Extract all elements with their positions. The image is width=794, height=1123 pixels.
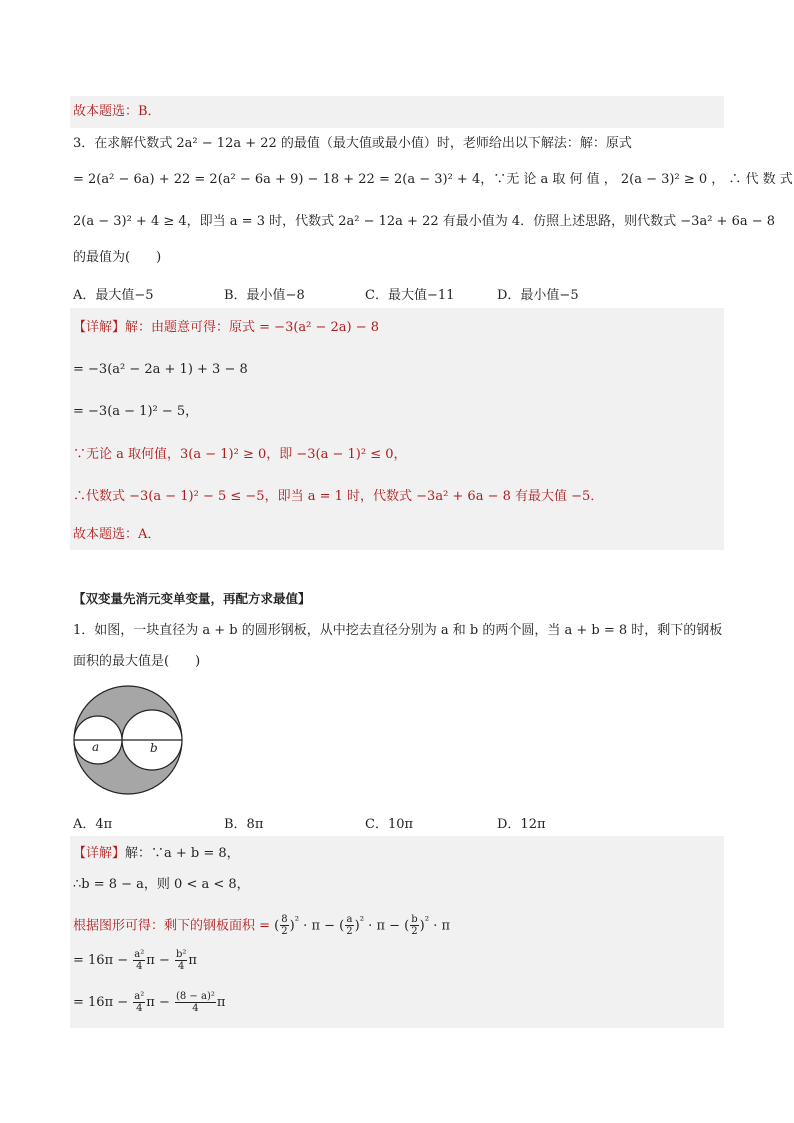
q3-option-b: B．最小值−8 bbox=[224, 288, 305, 303]
q1-line1: 1．如图，一块直径为 a + b 的圆形钢板，从中挖去直径分别为 a 和 b 的两个圆，当 a + b = 8 时，剩下的钢板 bbox=[73, 623, 723, 638]
solution1-line5: ∴代数式 −3(a − 1)² − 5 ≤ −5，即当 a = 1 时，代数式 −3a² + 6a − 8 有最大值 −5． bbox=[73, 489, 604, 504]
q3-option-d: D．最小值−5 bbox=[497, 288, 579, 303]
frac-a2-4: $\frac{\text{a²}}{4}$ bbox=[134, 949, 145, 972]
q3-line2: = 2(a² − 6a) + 22 = 2(a² − 6a + 9) − 18 + 22 = 2(a − 3)² + 4，∵无 论 a 取 何 值 ， 2(a − 3)² ≥ 0 ， ∴ 代 数 式 bbox=[73, 172, 793, 187]
solution2-tag: 【详解】 bbox=[73, 846, 126, 861]
q1-option-d: D．12π bbox=[497, 817, 546, 832]
solution2-line5: = 16π − $\frac{\text{a²}}{4}$ π − $\frac{\text{(8 − a)²}}{4}$ π bbox=[73, 991, 226, 1014]
frac-a2-4b: $\frac{\text{a²}}{4}$ bbox=[134, 991, 145, 1014]
solution2-line1 bbox=[73, 844, 240, 864]
q3-line3: 2(a − 3)² + 4 ≥ 4，即当 a = 3 时，代数式 2a² − 12a + 22 有最小值为 4．仿照上述思路，则代数式 −3a² + 6a − 8 bbox=[73, 214, 776, 229]
solution-block-1 bbox=[70, 308, 724, 550]
frac-8a-4: $\frac{\text{(8 − a)²}}{4}$ bbox=[175, 991, 215, 1014]
solution2-line1-text: 解：∵a + b = 8， bbox=[125, 846, 240, 861]
frac-b-2: $\frac{b}{2}$ bbox=[411, 914, 418, 938]
q3-line4: 的最值为( ) bbox=[73, 250, 162, 265]
q3-line1: 3．在求解代数式 2a² − 12a + 22 的最值（最大值或最小值）时，老师给出以下解法：解：原式 bbox=[73, 136, 632, 151]
solution1-line3: = −3(a − 1)² − 5， bbox=[73, 404, 199, 419]
frac-a-2: $\frac{a}{2}$ bbox=[346, 914, 353, 938]
label-a: a bbox=[92, 740, 100, 754]
q3-option-a: A．最大值−5 bbox=[73, 288, 154, 303]
solution2-line4: = 16π − $\frac{\text{a²}}{4}$ π − $\frac{\text{b²}}{4}$ π bbox=[73, 949, 197, 972]
solution-block-2 bbox=[70, 836, 724, 1028]
solution1-line1-text: 解：由题意可得：原式 = −3(a² − 2a) − 8 bbox=[125, 320, 380, 335]
section-title: 【双变量先消元变单变量，再配方求最值】 bbox=[73, 591, 311, 606]
q1-option-b: B．8π bbox=[224, 817, 264, 832]
solution1-line4: ∵无论 a 取何值，3(a − 1)² ≥ 0，即 −3(a − 1)² ≤ 0， bbox=[73, 447, 407, 462]
q3-option-c: C．最大值−11 bbox=[365, 288, 455, 303]
solution2-line3: 根据图形可得：剩下的钢板面积 = ( $\frac{8}{2}$ )$^{^2}$ · π − ( $\frac{a}{2}$ )$^{^2}$ · π − ( $\frac{b}{2}$ )$^{^2}$ · π bbox=[73, 914, 451, 938]
q1-line2: 面积的最大值是( ) bbox=[73, 654, 201, 669]
solution1-line6: 故本题选：A． bbox=[73, 527, 161, 542]
solution1-tag: 【详解】 bbox=[73, 320, 126, 335]
q1-option-c: C．10π bbox=[365, 817, 414, 832]
frac-b2-4: $\frac{\text{b²}}{4}$ bbox=[175, 949, 187, 972]
solution1-line2: = −3(a² − 2a + 1) + 3 − 8 bbox=[73, 362, 248, 377]
circle-figure bbox=[70, 682, 190, 802]
area-label: 根据图形可得：剩下的钢板面积 = bbox=[73, 918, 275, 934]
q1-option-a: A．4π bbox=[73, 817, 113, 832]
frac-8-2: $\frac{8}{2}$ bbox=[281, 914, 288, 938]
solution1-line1 bbox=[73, 318, 379, 338]
label-b: b bbox=[150, 741, 158, 755]
solution2-line2: ∴b = 8 − a，则 0 < a < 8， bbox=[73, 877, 250, 892]
answer-line-prev: 故本题选：B． bbox=[70, 96, 724, 128]
